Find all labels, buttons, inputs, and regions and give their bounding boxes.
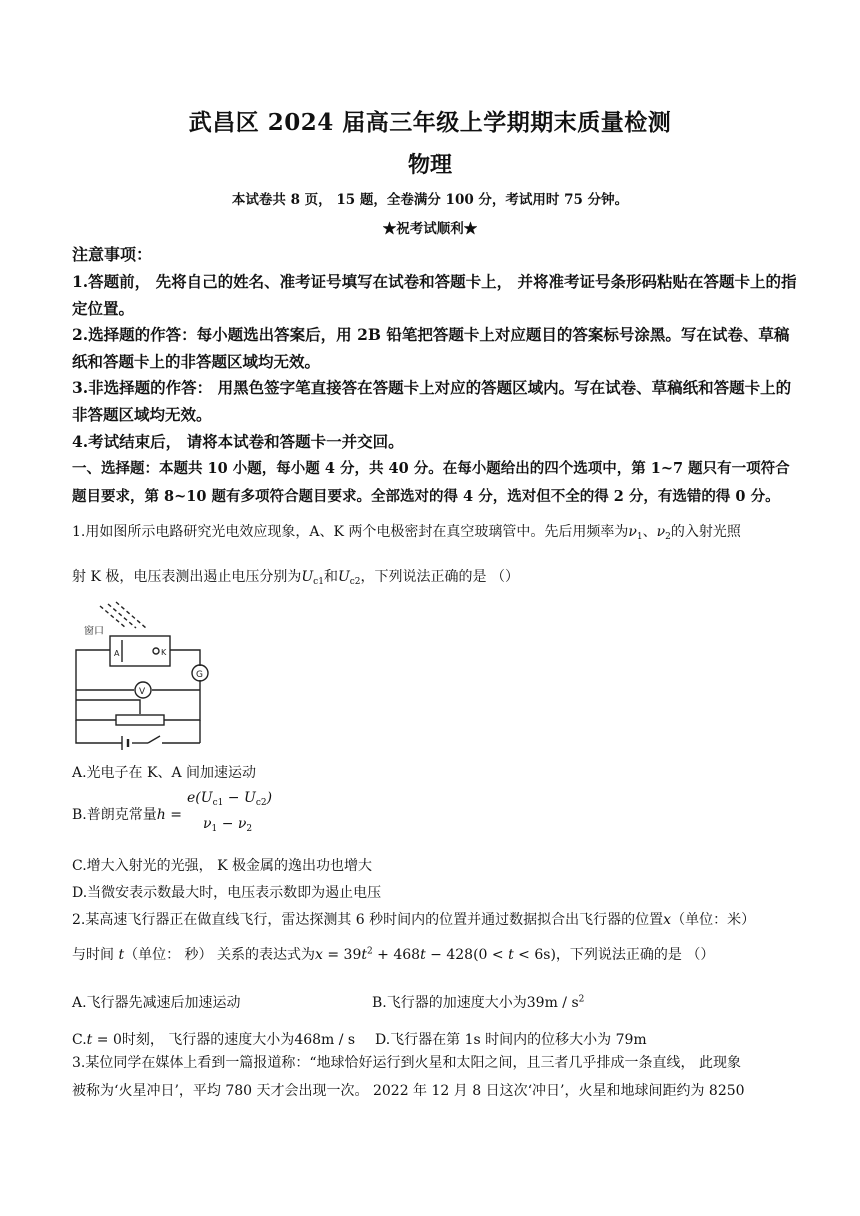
- note-3: 3.非选择题的作答： 用黑色签字笔直接答在答题卡上对应的答题区域内。写在试卷、草稿纸和答题卡上的非答题区域均无效。: [72, 378, 792, 424]
- subject-title: 物理: [407, 152, 452, 178]
- window-label: 窗口: [84, 626, 104, 637]
- q1-option-b-numerator: $e(U_{c1} - U_{c2})$: [187, 790, 273, 808]
- q3-line1: 3.某位同学在媒体上看到一篇报道称：“地球恰好运行到火星和太阳之间，且三者几乎排成一条直线， 此现象: [72, 1055, 741, 1071]
- photoelectric-circuit-figure: [68, 600, 218, 755]
- section-1-instructions: 一、选择题：本题共 10 小题，每小题 4 分，共 40 分。在每小题给出的四个选项中，第 1~7 题只有一项符合题目要求，第 8~10 题有多项符合题目要求。全部选对的得 4 分，选对但不全的得 2 分，有选错的得 0 分。: [72, 460, 790, 505]
- q2-line1: 2.某高速飞行器正在做直线飞行，雷达探测其 6 秒时间内的位置并通过数据拟合出飞行器的位置x（单位：米）: [72, 912, 756, 928]
- note-4: 4.考试结束后， 请将本试卷和答题卡一并交回。: [72, 432, 404, 451]
- q1-line1: 1.用如图所示电路研究光电效应现象，A、K 两个电极密封在真空玻璃管中。先后用频率为$\nu_1$、$\nu_2$的入射光照: [72, 524, 741, 542]
- exam-title: 武昌区 2024 届高三年级上学期期末质量检测: [188, 109, 672, 136]
- q1-option-d: D.当微安表示数最大时，电压表示数即为遏止电压: [72, 885, 382, 901]
- q2-option-a: A.飞行器先减速后加速运动: [72, 995, 241, 1011]
- q2-option-c: C.t = 0时刻， 飞行器的速度大小为468m / s: [72, 1032, 356, 1048]
- q1-option-b: B.普朗克常量h =: [72, 807, 182, 823]
- note-1: 1.答题前， 先将自己的姓名、准考证号填写在试卷和答题卡上， 并将准考证号条形码粘贴在答题卡上的指定位置。: [72, 272, 797, 318]
- q3-line2: 被称为‘火星冲日’，平均 780 天才会出现一次。 2022 年 12 月 8 日这次‘冲日’，火星和地球间距约为 8250: [72, 1083, 745, 1099]
- q1-line2: 射 K 极，电压表测出遏止电压分别为$U_{c1}$和$U_{c2}$，下列说法正确的是 （）: [72, 569, 519, 587]
- q2-option-d: D.飞行器在第 1s 时间内的位移大小为 79m: [375, 1032, 647, 1048]
- q2-line2: 与时间 t（单位： 秒） 关系的表达式为$x = 39t^2 + 468t - 428(0 < t < 6s)$，下列说法正确的是 （）: [72, 946, 715, 963]
- notes-heading: 注意事项：: [72, 245, 153, 264]
- q1-option-b-denominator: $\nu_1 - \nu_2$: [203, 816, 253, 834]
- electrode-a-label: A: [114, 649, 120, 658]
- note-2: 2.选择题的作答：每小题选出答案后，用 2B 铅笔把答题卡上对应题目的答案标号涂黑。写在试卷、草稿纸和答题卡上的非答题区域均无效。: [72, 325, 790, 371]
- q1-option-c: C.增大入射光的光强， K 极金属的逸出功也增大: [72, 858, 373, 874]
- ammeter-label: G: [196, 670, 203, 680]
- voltmeter-label: V: [139, 687, 146, 697]
- q1-option-a: A.光电子在 K、A 间加速运动: [72, 765, 257, 781]
- exam-wish: ★祝考试顺利★: [382, 221, 478, 237]
- electrode-k-label: K: [161, 648, 167, 657]
- exam-info: 本试卷共 8 页， 15 题，全卷满分 100 分，考试用时 75 分钟。: [231, 192, 629, 208]
- q2-option-b: B.飞行器的加速度大小为$39m / s^2$: [372, 994, 585, 1011]
